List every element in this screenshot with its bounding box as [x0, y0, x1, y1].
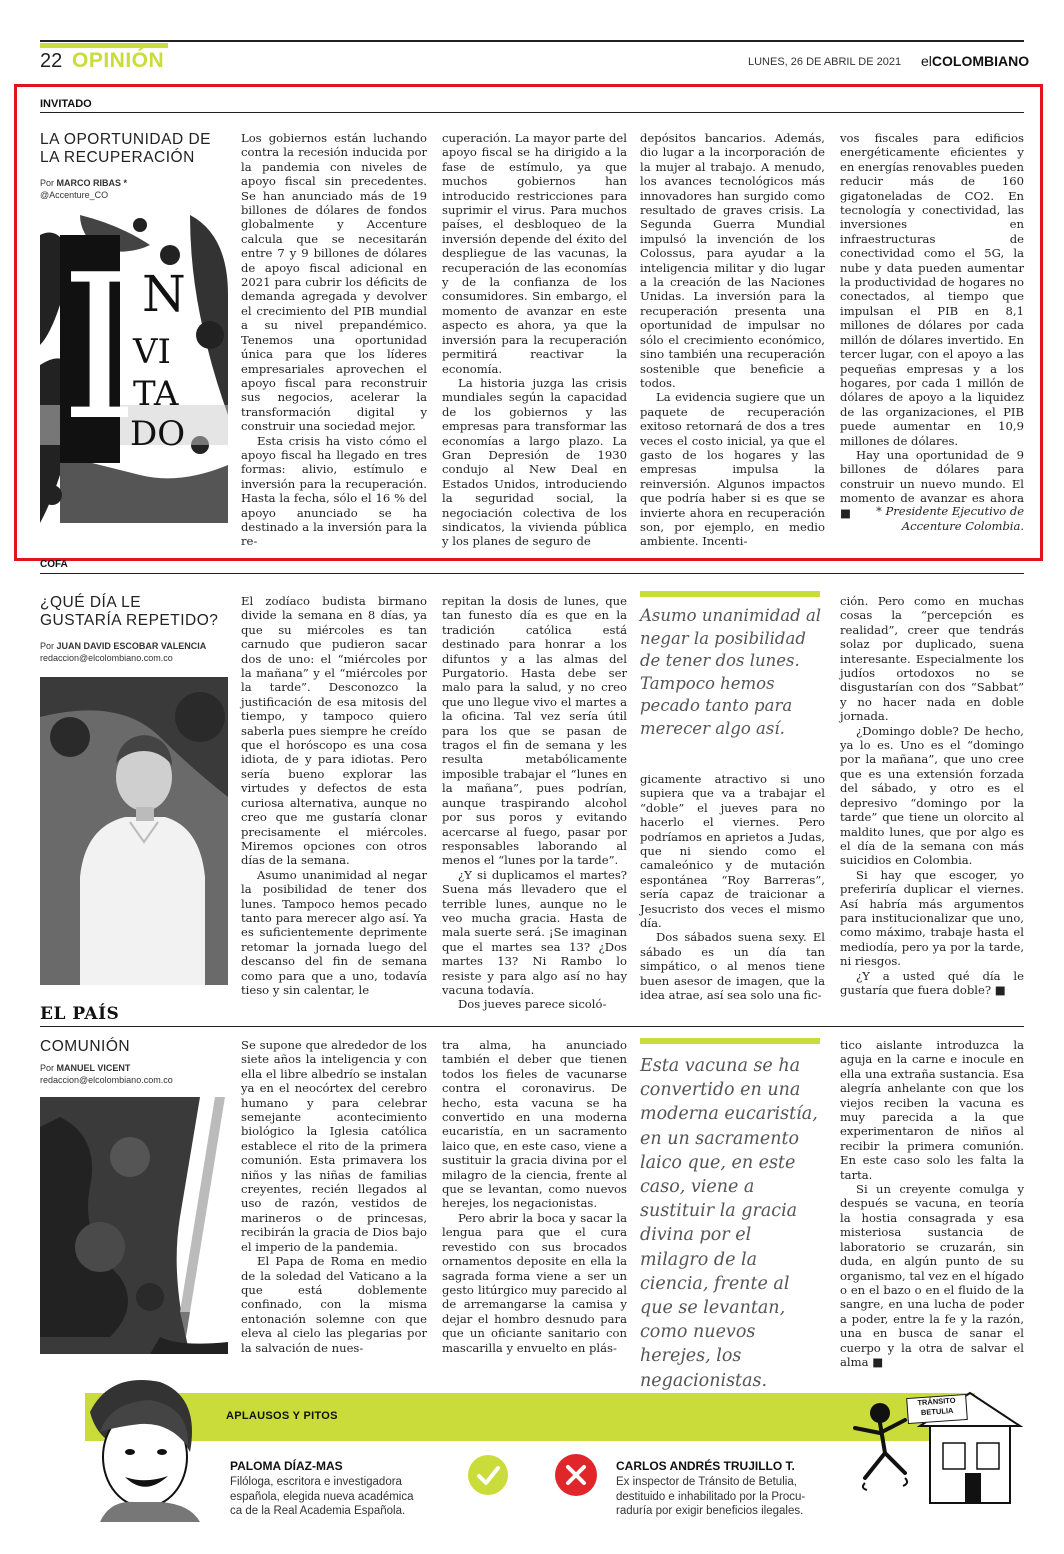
aplausos-title: APLAUSOS Y PITOS [226, 1410, 338, 1422]
brand-logo [921, 53, 1029, 69]
invitado-letter-ta: TA [133, 374, 179, 414]
elpais-column-1 [241, 1038, 427, 1355]
invitado-title-line1: LA OPORTUNIDAD DE [40, 131, 212, 148]
check-icon [468, 1455, 508, 1495]
brand-prefix: el [921, 53, 932, 69]
sign-line1: TRÁNSITO [917, 1395, 956, 1408]
x-mark-icon [555, 1454, 597, 1496]
paragraph: La evidencia sugiere que un paquete de recuperación exitoso retornará de dos a tres veces el costo inicial, ya que el gasto de los hogares y las empresas impulsa la reinversión. Algunos impactos que podría haber si es que se invierte ahora en recuperación son, por ejemplo, en medio ambiente. Incenti- [640, 390, 825, 549]
elpais-illustration [40, 1097, 228, 1354]
paragraph: La historia juzga las crisis mundiales según la capacidad de los gobiernos y las empresas para transformar las economías a largo plazo. La Gran Depresión de 1930 condujo al New Deal en Estados Unidos, introduciendo la seguridad social, la negociación colectiva de los sindicatos, la vivienda pública y los planes de seguro de [442, 375, 627, 549]
paragraph: Dos sábados suena sexy. El sábado es un día tan simpático, o al menos tiene buen asesor de imagen, que la idea atrae, así sea solo una fic- [640, 930, 825, 1003]
paragraph: cuperación. La mayor parte del apoyo fiscal se ha dirigido a la fase de estímulo, ya que muchos gobiernos han introducido restricciones para suprimir el virus. Para muchos países, el desbloqueo de la inversión depende del éxito del despliegue de las vacunas, la recuperación de las economías y de la confianza de los consumidores. Sin embargo, el momento de avanzar en este aspecto es ahora, ya que la inversión para la recuperación permitirá reactivar la economía. [442, 131, 627, 376]
cofa-pullquote: Asumo unanimidad al negar la posibilidad de tener dos lunes. Tampoco hemos pecado tanto para merecer algo así. [640, 606, 822, 738]
paragraph: Hay una oportunidad de 9 billones de dólares para construir un nuevo mundo. El momento de avanzar es ahora ■ [840, 447, 1024, 520]
elpais-rule [40, 1026, 1024, 1027]
paragraph: tico aislante introduzca la aguja en la carne e inocule en ella una extraña sustancia. Esa alegría anhelante con que los viejos reciben la vacuna es muy parecida a la que experimentaron de niños al recibir la primera comunión. En este caso solo les falta la tarta. [840, 1038, 1024, 1182]
paragraph: Asumo unanimidad al negar la posibilidad de tener dos lunes. Tampoco hemos pecado tanto para merecer algo así. Ya es suficientemente deprimente retomar la jornada luego del descanso del fin de semana como para que a uno, todavía tieso y sin calentar, le [241, 867, 427, 997]
check-mark-icon [468, 1455, 508, 1495]
elpais-title: COMUNIÓN [40, 1038, 131, 1055]
elpais-pullquote-rule [640, 1038, 820, 1044]
paragraph: Si hay que escoger, yo preferiría duplicar el viernes. Así habría más argumentos para institucionalizar que uno, como máximo, trabaje hasta el mediodía, pero ya por la tarde, ni riesgos. [840, 867, 1024, 969]
paragraph: El Papa de Roma en medio de la soledad del Vaticano a la que está doblemente confinado, con la misma entonación solemne con que eleva al cielo las plegarias por la salvación de nues- [241, 1254, 427, 1355]
desc-line: Ex inspector de Tránsito de Betulia, [616, 1476, 797, 1488]
invitado-kicker-rule [40, 112, 1024, 113]
cofa-byline [40, 641, 206, 651]
invitado-byline [40, 178, 127, 188]
brand-main: COLOMBIANO [931, 53, 1030, 69]
page-number: 22 [40, 50, 63, 72]
header-top-rule [40, 40, 1024, 42]
caricature-woman [40, 1372, 220, 1522]
byline-prefix: Por [40, 1063, 57, 1073]
caricature-transito [845, 1378, 1025, 1508]
desc-line: destituido e inhabilitado por la Procu- [616, 1490, 806, 1503]
paragraph: gicamente atractivo si uno supiera que va a trabajar el “doble” el jueves para no hacerlo el viernes. Pero podríamos en aprietos a Judas, que ni siendo como el camaleónico y de mutación espontánea “Roy Barreras”, sería capaz de traicionar a Jesucristo dos veces el mismo día. [640, 772, 825, 931]
footnote-line2: Accenture Colombia. [901, 519, 1024, 533]
cofa-column-3 [640, 772, 825, 1003]
paragraph: Los gobiernos están luchando contra la recesión inducida por la pandemia con niveles de apoyo fiscal sin precedentes. Se han anunciado más de 19 billones de dólares de fondos globalmente y Accenture calcula que se necesitarán entre 7 y 9 billones de dólares de apoyo fiscal adicional en 2021 para cubrir los déficits de demanda agregada y devolver el crecimiento del PIB mundial a su nivel prepandémico. Tenemos una oportunidad única para que los líderes empresariales aprovechen el apoyo fiscal para reconstruir sus negocios, acelerar la transformación digital y construir una sociedad mejor. [241, 131, 427, 434]
elpais-column-2 [442, 1038, 627, 1355]
author-portrait [40, 677, 228, 985]
cofa-title-line1: ¿QUÉ DÍA LE [40, 594, 142, 611]
header-date: LUNES, 26 DE ABRIL DE 2021 [748, 56, 902, 68]
paragraph: ¿Y si duplicamos el martes? Suena más llevadero que el terrible lunes, aunque no le veo mucha gracia. Hasta de mala suerte será. ¡Se imaginan que el martes sea 13? ¿Dos martes 13? Ni Rambo lo resiste y para algo así no hay vacuna todavía. [442, 867, 627, 997]
paragraph: El zodíaco budista birmano divide la semana en 8 días, ya que su miércoles es tan carnudo que pudieron sacar dos de uno: el “miércoles por la mañana” y el “miércoles por la tarde”. Desconozco la justificación de esa mitosis del tiempo, y tampoco quiero saberla pues siempre he creído que el horóscopo es una cosa idiota, de y para idiotas. Pero sería bueno explorar las virtudes y defectos de esta curiosa alternativa, aunque no creo que me gustaría clonar precisamente el miércoles. Miremos opciones con otros días de la semana. [241, 594, 427, 868]
invitado-column-3 [640, 131, 825, 549]
invitado-letter-vi: VI [133, 332, 171, 372]
right-person-desc [616, 1475, 805, 1519]
paragraph: ¿Domingo doble? De hecho, ya lo es. Uno es el “domingo por la mañana”, que uno cree que es una extensión forzada del sábado, y otro es el depresivo “domingo por la tarde” que tiene un olorcito al maldito lunes, que por algo es el día de la semana con más suicidios en Colombia. [840, 723, 1024, 868]
elpais-logo: EL PAÍS [40, 1004, 120, 1024]
cofa-rule [40, 573, 1024, 574]
paragraph: repitan la dosis de lunes, que tan funesto día es que en la tradición católica está destinado para honrar a los difuntos y a las almas del Purgatorio. Hasta debe ser malo para la salud, y no creo que uno llegue vivo el martes a la oficina. Tal vez sería útil para los que se pasan de tragos el fin de semana y les resulta metabólicamente imposible trabajar el “lunes en la mañana”, pues podrían, aunque traspirando alcohol por sus poros y evitando acercarse al fuego, pasar por responsables laborando al menos el “lunes por la tarde”. [442, 594, 627, 868]
invitado-big-letter: I [60, 232, 140, 465]
byline-prefix: Por [40, 641, 57, 651]
paragraph: Se supone que alrededor de los siete años la inteligencia y con ella el libre albedrío se instalan ya en el neocórtex del cerebro humano y para celebrar semejante acontecimiento biológico la Iglesia católica establece el rito de la primera comunión. Esta primavera los niños y las niñas de familias creyentes, recién llegados al uso de razón, vestidos de marineros o de princesas, recibirán la gracia de Dios bajo el imperio de la pandemia. [241, 1038, 427, 1254]
elpais-column-4 [840, 1038, 1024, 1369]
desc-line: Filóloga, escritora e investigadora [230, 1476, 402, 1488]
cofa-email: redaccion@elcolombiano.com.co [40, 653, 173, 663]
cross-icon [555, 1454, 597, 1496]
invitado-column-2 [442, 131, 627, 549]
byline-name: MARCO RIBAS * [56, 178, 128, 188]
invitado-column-4 [840, 131, 1024, 520]
cofa-column-4 [840, 594, 1024, 997]
byline-prefix: Por [40, 178, 57, 188]
invitado-letter-n: N [142, 265, 186, 323]
transito-sign [906, 1394, 968, 1424]
cofa-title-line2: GUSTARÍA REPETIDO? [40, 612, 219, 629]
byline-name: JUAN DAVID ESCOBAR VALENCIA [56, 641, 207, 651]
header-lime-rule [40, 43, 168, 48]
sign-line2: BETULIA [920, 1405, 954, 1418]
elpais-byline [40, 1063, 130, 1073]
paragraph: Esta crisis ha visto cómo el apoyo fiscal ha llegado en tres formas: alivio, estímulo e inversión para la recuperación. Hasta la fecha, sólo el 16 % del apoyo anunciado se ha destinado a la inversión para la re- [241, 433, 427, 549]
desc-line: española, elegida nueva académica [230, 1490, 414, 1503]
cofa-kicker: COFA [40, 559, 68, 570]
paragraph: vos fiscales para edificios energéticamente eficientes y en energías renovables pueden reducir más de 160 gigatoneladas de CO2. En tecnología y conectividad, las inversiones en infraestructuras de conectividad como el 5G, la nube y data pueden aumentar la productividad de hogares no conectados, al tiempo que impulsan el PIB en 8,1 millones de dólares por cada millón de dólares invertido. En tercer lugar, con el apoyo a las pequeñas empresas y a los hogares, por cada 1 millón de dólares de apoyo a la liquidez de las organizaciones, el PIB puede aumentar en 10,9 millones de dólares. [840, 131, 1024, 448]
desc-line: raduría por exigir beneficios ilegales. [616, 1505, 804, 1517]
invitado-handle: @Accenture_CO [40, 190, 109, 200]
paragraph: ción. Pero como en muchas cosas la “percepción es realidad”, creer que tendrás solaz por duplicado, suena interesante. Especialmente los judíos ortodoxos no se disgustarían con dos “Sabbat” y no hacer nada en doble jornada. [840, 594, 1024, 724]
paragraph: ¿Y a usted qué día le gustaría que fuera doble? ■ [840, 968, 1024, 997]
paragraph: Si un creyente comulga y después se vacuna, en teoría la hostia consagrada y esa misteriosa sustancia de laboratorio se cruzarán, sin duda, en algún punto de su organismo, tal vez en el hígado o en el bazo o en el fluido de la sangre, en una lucha de poder a poder, entre la fe y la razón, una en busca de sanar el cuerpo y la otra de salvar el alma ■ [840, 1182, 1024, 1369]
cofa-column-1 [241, 594, 427, 997]
byline-name: MANUEL VICENT [56, 1063, 131, 1073]
elpais-email: redaccion@elcolombiano.com.co [40, 1075, 173, 1085]
cofa-title [40, 594, 218, 630]
invitado-letter-do: DO [130, 414, 186, 454]
invitado-title [40, 131, 211, 167]
elpais-pullquote: Esta vacuna se ha convertido en una moderna eucaristía, en un sacramento laico que, en este caso, viene a sustituir la gracia divina por el milagro de la ciencia, frente al que se levantan, como nuevos herejes, los negacionistas. [640, 1056, 818, 1391]
invitado-title-line2: LA RECUPERACIÓN [40, 149, 195, 166]
footnote-line1: * Presidente Ejecutivo de [876, 504, 1024, 518]
section-name: OPINIÓN [72, 49, 165, 72]
paragraph: Dos jueves parece sicoló- [458, 997, 607, 1012]
invitado-image [40, 215, 228, 523]
paragraph: depósitos bancarios. Además, dio lugar a la incorporación de la mujer al trabajo. A menudo, los avances tecnológicos más innovadores han surgido como resultado de graves crisis. La Segunda Guerra Mundial impulsó la invención de los Colossus, para ayudar a la inteligencia militar y dio lugar a la creación de las Naciones Unidas. La inversión para la recuperación presenta una oportunidad de impulsar no sólo el crecimiento económico, sino también una recuperación sostenible que beneficie a todos. [640, 131, 825, 390]
cofa-column-2 [442, 594, 627, 1012]
pen-illustration [40, 1097, 228, 1354]
cofa-author-photo [40, 677, 228, 985]
caricature-paloma [40, 1372, 220, 1522]
invitado-footnote [840, 504, 1024, 534]
invitado-column-1 [241, 131, 427, 549]
desc-line: ca de la Real Academia Española. [230, 1505, 406, 1517]
cofa-pullquote-rule [640, 591, 820, 597]
left-person-desc [230, 1475, 414, 1519]
paragraph: Pero abrir la boca y sacar la lengua para que el cura revestido con sus brocados ornamentos deposite en ella la sagrada forma viene a ser un gesto litúrgico muy parecido al de arremangarse la camisa y dejar el hombro desnudo para que un oficiante sanitario con mascarilla y envuelto en plás- [442, 1210, 627, 1355]
invitado-kicker: INVITADO [40, 98, 92, 110]
right-person-name: CARLOS ANDRÉS TRUJILLO T. [616, 1459, 795, 1473]
left-person-name: PALOMA DÍAZ-MAS [230, 1459, 343, 1473]
paragraph: tra alma, ha anunciado también el deber que tienen todos los fieles de vacunarse contra el coronavirus. De hecho, esta vacuna se ha convertido en una moderna eucaristía, en un sacramento laico que, en este caso, viene a sustituir la gracia divina por el milagro de la ciencia, frente al que se levantan, como nuevos herejes, los negacionistas. [442, 1038, 627, 1211]
